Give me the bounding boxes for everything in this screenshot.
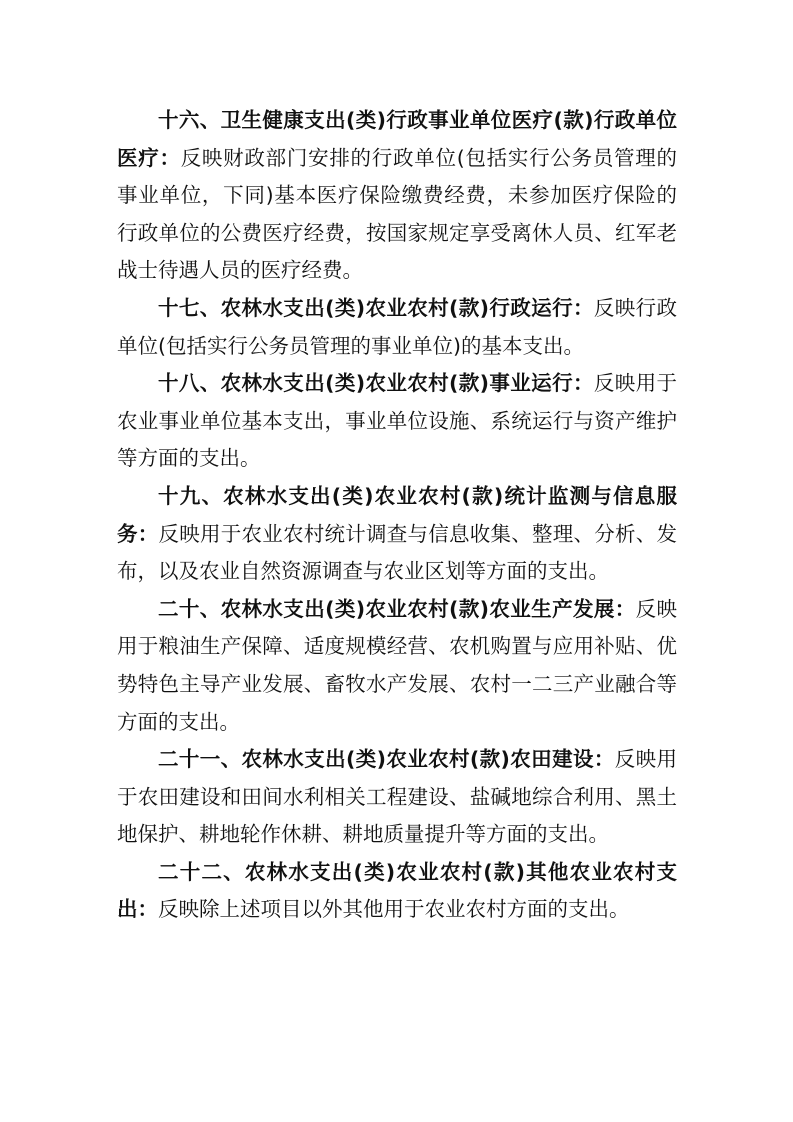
paragraph-heading: 十六、卫生健康支出(类)行政事业单位医疗(款)行政单位医疗：	[117, 108, 677, 170]
paragraph-heading: 十八、农林水支出(类)农业农村(款)事业运行：	[158, 371, 594, 396]
paragraph-19	[117, 478, 677, 591]
paragraph-heading: 十九、农林水支出(类)农业农村(款)统计监测与信息服务：	[117, 483, 677, 546]
paragraph-18	[117, 365, 677, 478]
document-body	[117, 102, 677, 929]
paragraph-heading: 二十二、农林水支出(类)农业农村(款)其他农业农村支出：	[117, 859, 677, 922]
paragraph-heading: 二十一、农林水支出(类)农业农村(款)农田建设：	[158, 747, 615, 772]
paragraph-20	[117, 591, 677, 741]
paragraph-16	[117, 102, 677, 290]
paragraph-heading: 二十、农林水支出(类)农业农村(款)农业生产发展：	[158, 596, 636, 621]
paragraph-text: 反映用于农田建设和田间水利相关工程建设、盐碱地综合利用、黑土地保护、耕地轮作休耕、耕地质量提升等方面的支出。	[117, 747, 678, 847]
paragraph-text: 反映行政单位(包括实行公务员管理的事业单位)的基本支出。	[117, 295, 677, 358]
paragraph-text: 反映用于粮油生产保障、适度规模经营、农机购置与应用补贴、优势特色主导产业发展、畜牧水产发展、农村一二三产业融合等方面的支出。	[117, 596, 677, 734]
paragraph-heading: 十七、农林水支出(类)农业农村(款)行政运行：	[158, 295, 594, 320]
paragraph-21	[117, 741, 677, 854]
paragraph-text: 反映用于农业事业单位基本支出，事业单位设施、系统运行与资产维护等方面的支出。	[117, 371, 677, 471]
paragraph-text: 反映财政部门安排的行政单位(包括实行公务员管理的事业单位，下同)基本医疗保险缴费经费，未参加医疗保险的行政单位的公费医疗经费，按国家规定享受离休人员、红军老战士待遇人员的医疗经费。	[117, 145, 678, 283]
paragraph-22	[117, 854, 677, 929]
paragraph-text: 反映除上述项目以外其他用于农业农村方面的支出。	[158, 897, 630, 922]
paragraph-17	[117, 290, 677, 365]
paragraph-text: 反映用于农业农村统计调查与信息收集、整理、分析、发布，以及农业自然资源调查与农业区划等方面的支出。	[117, 521, 677, 584]
